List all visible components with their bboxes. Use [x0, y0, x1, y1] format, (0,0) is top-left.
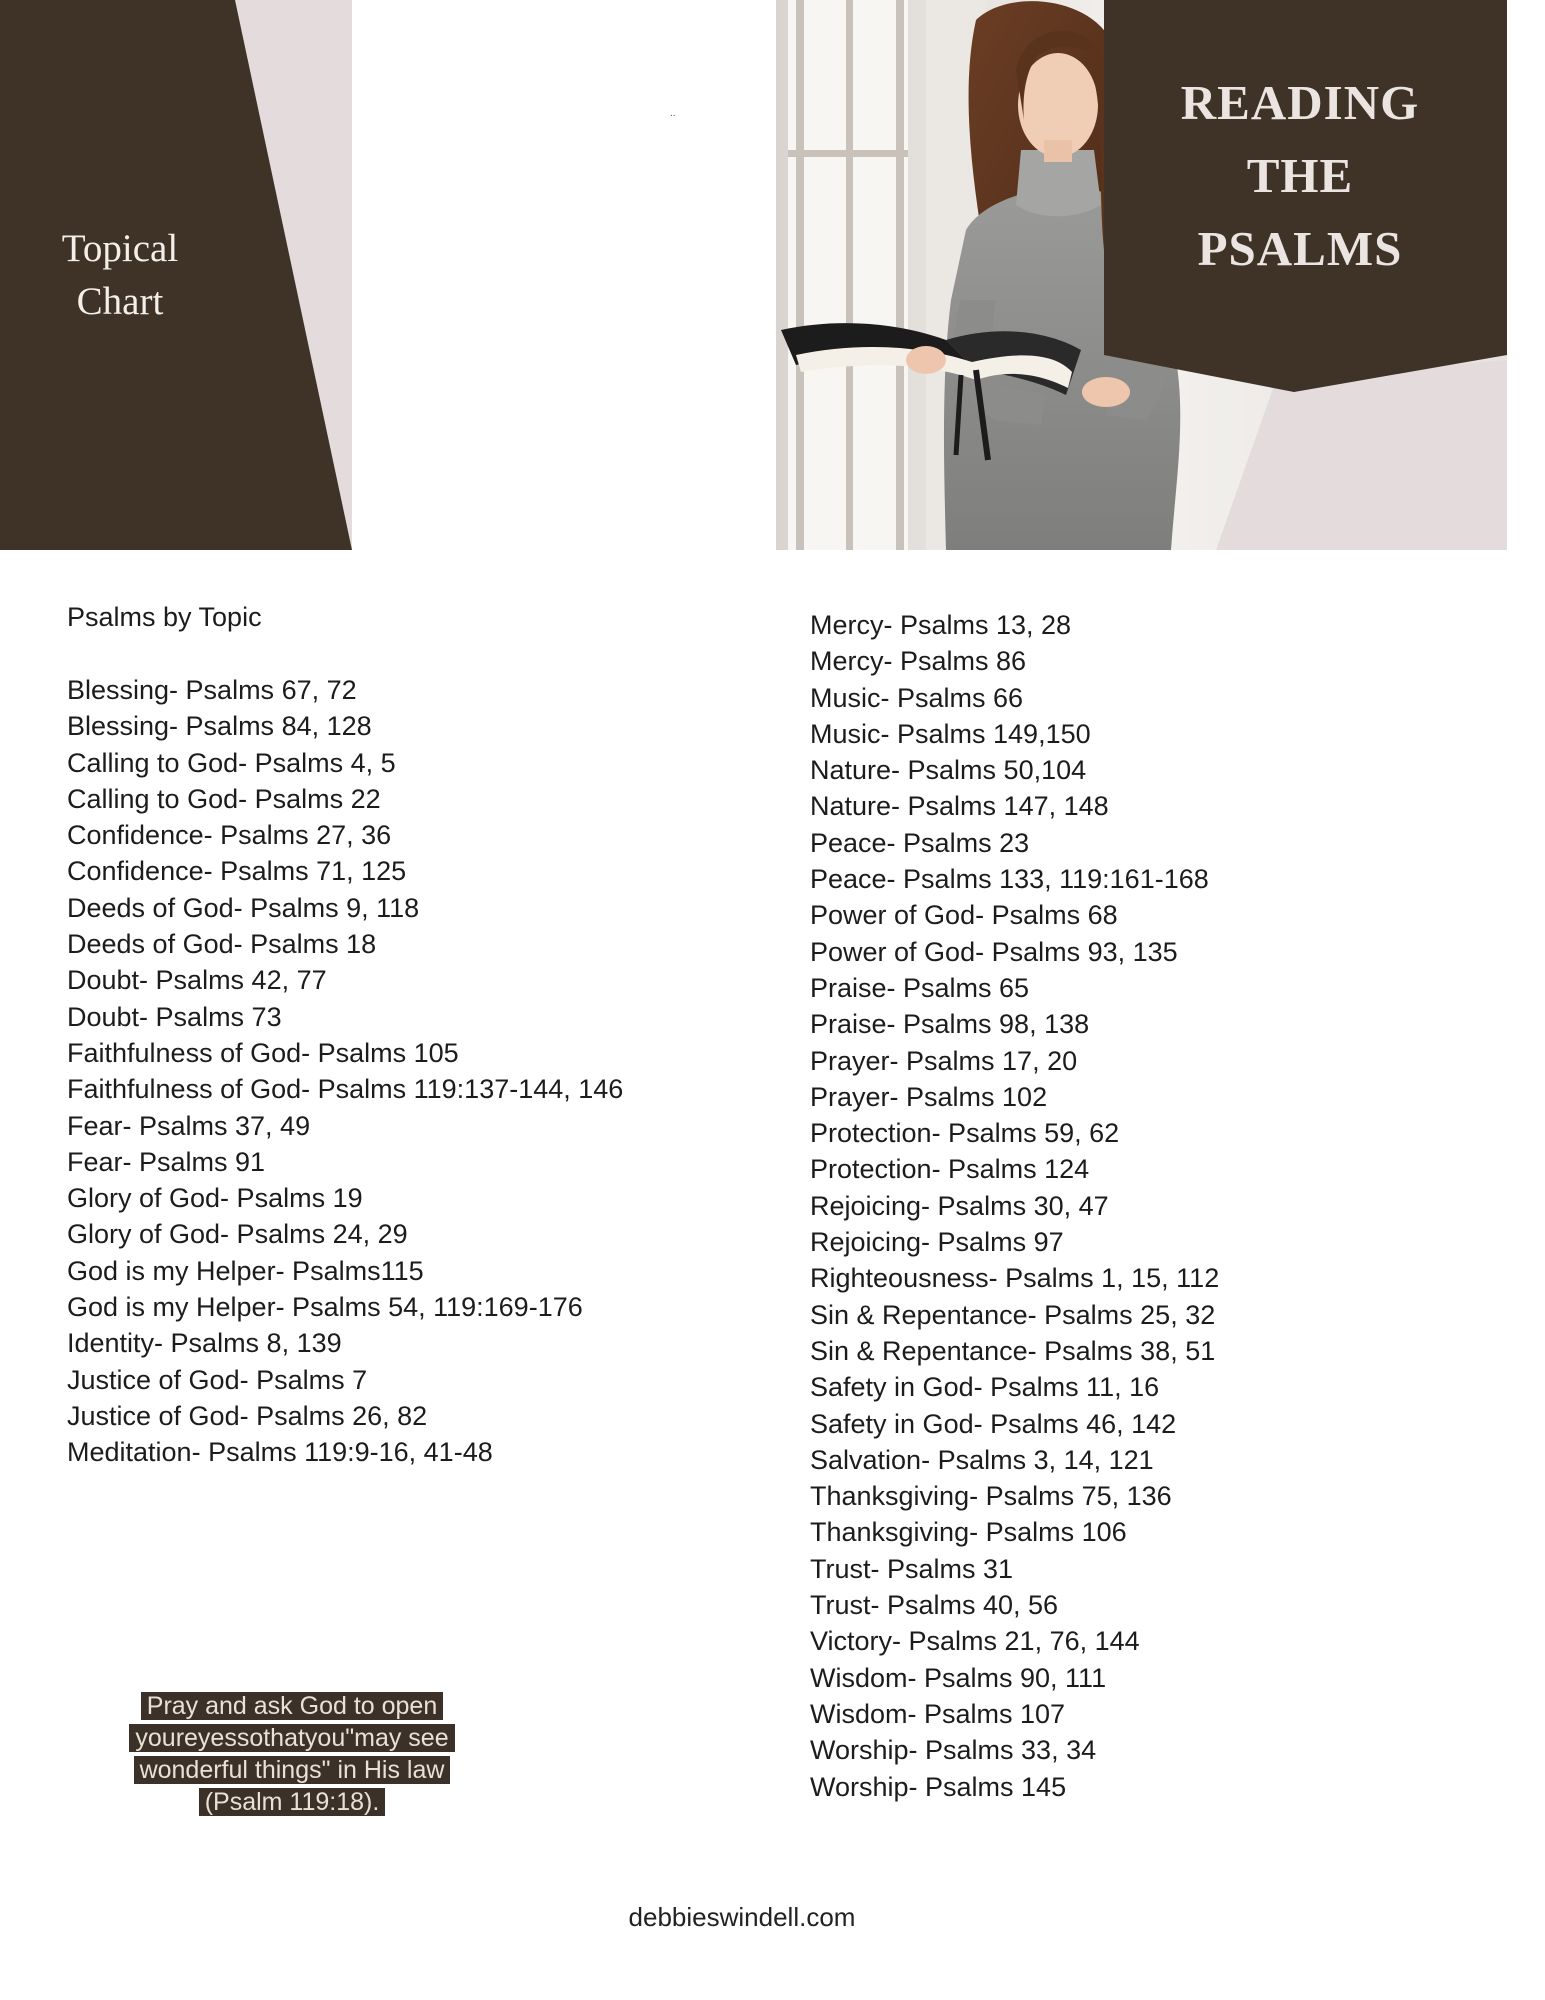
topic-item: Faithfulness of God- Psalms 105	[67, 1037, 459, 1068]
topic-item: Mercy- Psalms 86	[810, 646, 1027, 677]
topic-item: Safety in God- Psalms 11, 16	[810, 1372, 1160, 1403]
topic-item: Music- Psalms 149,150	[810, 718, 1091, 749]
topic-item: Confidence- Psalms 71, 125	[67, 856, 407, 887]
tiny-mark: ..	[670, 108, 676, 119]
topic-item: Victory- Psalms 21, 76, 144	[810, 1626, 1140, 1657]
topic-item: Music- Psalms 66	[810, 682, 1024, 713]
topic-item: Identity- Psalms 8, 139	[67, 1328, 342, 1359]
topic-item: Prayer- Psalms 17, 20	[810, 1045, 1078, 1076]
main-title	[1140, 66, 1460, 285]
topic-item: Nature- Psalms 50,104	[810, 755, 1087, 786]
topic-item: Trust- Psalms 40, 56	[810, 1590, 1059, 1621]
topic-item: Praise- Psalms 65	[810, 972, 1030, 1003]
topic-item: Doubt- Psalms 73	[67, 1001, 282, 1032]
topic-item: Protection- Psalms 59, 62	[810, 1118, 1120, 1149]
left-topic-list	[67, 672, 623, 1471]
main-title-line-2: THE	[1246, 148, 1354, 203]
topic-item: Justice of God- Psalms 26, 82	[67, 1400, 428, 1431]
topic-item: Salvation- Psalms 3, 14, 121	[810, 1444, 1154, 1475]
topic-item: Meditation- Psalms 119:9-16, 41-48	[67, 1437, 493, 1468]
topic-item: Justice of God- Psalms 7	[67, 1364, 368, 1395]
topic-item: Rejoicing- Psalms 30, 47	[810, 1190, 1109, 1221]
topic-item: Confidence- Psalms 27, 36	[67, 820, 392, 851]
topic-item: Thanksgiving- Psalms 75, 136	[810, 1481, 1172, 1512]
topic-item: Wisdom- Psalms 90, 111	[810, 1662, 1107, 1693]
quote-text: Pray and ask God to open youreyessothatyou"may see wonderful things" in His law (Psalm 119:18).	[129, 1692, 454, 1816]
main-title-line-3: PSALMS	[1197, 221, 1403, 276]
right-topic-list	[810, 607, 1219, 1805]
topic-item: God is my Helper- Psalms115	[67, 1255, 424, 1286]
topic-item: Calling to God- Psalms 4, 5	[67, 747, 396, 778]
quote-box	[112, 1690, 472, 1818]
topic-item: Blessing- Psalms 84, 128	[67, 711, 372, 742]
topic-item: Praise- Psalms 98, 138	[810, 1009, 1090, 1040]
topic-item: Protection- Psalms 124	[810, 1154, 1090, 1185]
topic-item: Trust- Psalms 31	[810, 1553, 1014, 1584]
topic-item: Power of God- Psalms 68	[810, 900, 1118, 931]
main-title-line-1: READING	[1180, 75, 1420, 130]
topic-item: Glory of God- Psalms 24, 29	[67, 1219, 408, 1250]
topic-item: Safety in God- Psalms 46, 142	[810, 1408, 1177, 1439]
topic-item: Power of God- Psalms 93, 135	[810, 936, 1178, 967]
topic-item: Sin & Repentance- Psalms 38, 51	[810, 1335, 1216, 1366]
topic-item: Deeds of God- Psalms 9, 118	[67, 892, 420, 923]
topic-item: Nature- Psalms 147, 148	[810, 791, 1109, 822]
topic-item: Fear- Psalms 91	[67, 1146, 266, 1177]
topic-item: Deeds of God- Psalms 18	[67, 929, 377, 960]
topic-item: Blessing- Psalms 67, 72	[67, 675, 357, 705]
topic-item: God is my Helper- Psalms 54, 119:169-176	[67, 1292, 583, 1323]
topic-item: Faithfulness of God- Psalms 119:137-144, 146	[67, 1074, 624, 1105]
topic-item: Calling to God- Psalms 22	[67, 783, 381, 814]
topic-item: Worship- Psalms 145	[810, 1771, 1067, 1802]
topic-item: Peace- Psalms 23	[810, 827, 1030, 858]
topic-item: Prayer- Psalms 102	[810, 1081, 1048, 1112]
section-heading: Psalms by Topic	[67, 602, 262, 632]
topical-chart-title-line-2: Chart	[76, 280, 164, 323]
topic-item: Doubt- Psalms 42, 77	[67, 965, 327, 996]
topic-item: Wisdom- Psalms 107	[810, 1698, 1066, 1729]
topic-item: Worship- Psalms 33, 34	[810, 1735, 1097, 1766]
topic-item: Glory of God- Psalms 19	[67, 1183, 363, 1214]
topic-item: Thanksgiving- Psalms 106	[810, 1517, 1127, 1548]
topic-item: Mercy- Psalms 13, 28	[810, 610, 1072, 640]
topic-item: Fear- Psalms 37, 49	[67, 1110, 311, 1141]
topic-item: Peace- Psalms 133, 119:161-168	[810, 864, 1209, 895]
topic-item: Righteousness- Psalms 1, 15, 112	[810, 1263, 1220, 1294]
topic-item: Sin & Repentance- Psalms 25, 32	[810, 1299, 1216, 1330]
topical-chart-title	[40, 222, 200, 328]
topic-item: Rejoicing- Psalms 97	[810, 1227, 1064, 1258]
footer-url: debbieswindell.com	[628, 1902, 856, 1932]
topical-chart-title-line-1: Topical	[61, 227, 179, 270]
